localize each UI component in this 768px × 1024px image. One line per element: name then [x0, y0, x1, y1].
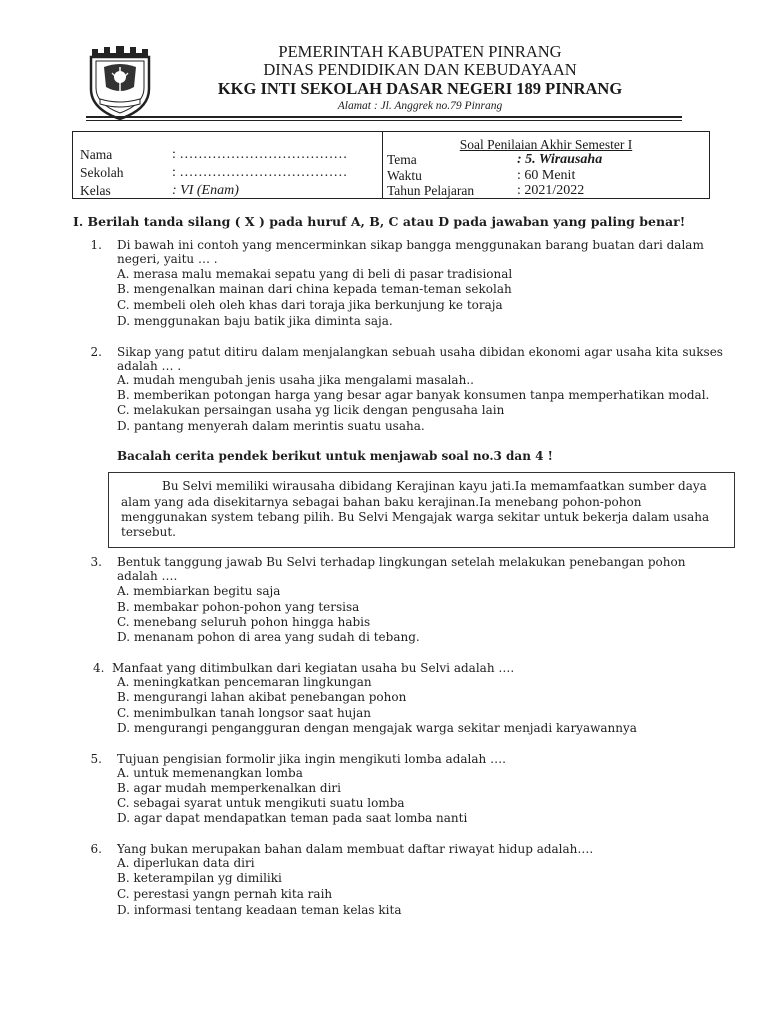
letterhead — [150, 43, 690, 114]
option-a[interactable]: A. membiarkan begitu saja — [117, 584, 281, 598]
exam-title: Soal Penilaian Akhir Semester I — [459, 137, 633, 152]
letterhead-government: PEMERINTAH KABUPATEN PINRANG — [278, 42, 562, 61]
question-number: 1. — [90, 238, 102, 252]
question-text-cont: adalah …. — [117, 569, 178, 583]
option-c[interactable]: C. perestasi yangn pernah kita raih — [117, 887, 333, 901]
kelas-label: Kelas — [80, 183, 111, 198]
question-text: Tujuan pengisian formolir jika ingin mengikuti lomba adalah …. — [117, 752, 506, 766]
option-b[interactable]: B. keterampilan yg dimiliki — [117, 871, 282, 885]
story-line-1: Bu Selvi memiliki wirausaha dibidang Kerajinan kayu jati.Ia memamfaatkan sumber daya — [162, 479, 707, 493]
sekolah-label: Sekolah — [80, 165, 124, 180]
question-text: Di bawah ini contoh yang mencerminkan sikap bangga menggunakan barang buatan dari dalam — [117, 238, 704, 252]
option-d[interactable]: D. pantang menyerah dalam merintis suatu usaha. — [117, 419, 425, 433]
option-b[interactable]: B. membakar pohon-pohon yang tersisa — [117, 600, 360, 614]
option-c[interactable]: C. sebagai syarat untuk mengikuti suatu lomba — [117, 796, 405, 810]
student-identity-table — [72, 131, 710, 199]
option-b[interactable]: B. memberikan potongan harga yang besar agar banyak konsumen tanpa memperhatikan modal. — [117, 388, 710, 402]
option-a[interactable]: A. meningkatkan pencemaran lingkungan — [117, 675, 372, 689]
letterhead-address: Alamat : Jl. Anggrek no.79 Pinrang — [337, 100, 503, 112]
option-b[interactable]: B. agar mudah memperkenalkan diri — [117, 781, 342, 795]
story-line-4: tersebut. — [121, 525, 176, 539]
option-c[interactable]: C. melakukan persaingan usaha yg licik dengan pengusaha lain — [117, 403, 505, 417]
waktu-value: : 60 Menit — [517, 168, 576, 183]
question-text: Sikap yang patut ditiru dalam menjalangkan sebuah usaha dibidan ekonomi agar usaha kita sukses — [117, 345, 723, 359]
story-box — [108, 472, 735, 548]
tahun-label: Tahun Pelajaran — [387, 183, 475, 198]
option-a[interactable]: A. mudah mengubah jenis usaha jika mengalami masalah.. — [117, 373, 474, 387]
option-a[interactable]: A. untuk memenangkan lomba — [117, 766, 303, 780]
option-d[interactable]: D. menanam pohon di area yang sudah di tebang. — [117, 630, 420, 644]
section-instruction: I. Berilah tanda silang ( X ) pada huruf A, B, C atau D pada jawaban yang paling benar! — [73, 214, 686, 229]
letterhead-rule-thin — [86, 120, 682, 121]
option-a[interactable]: A. diperlukan data diri — [117, 856, 255, 870]
option-c[interactable]: C. menimbulkan tanah longsor saat hujan — [117, 706, 371, 720]
story-line-3: menggunakan system tebang pilih. Bu Selvi Mengajak warga sekitar untuk bekerja dalam usaha — [121, 510, 710, 524]
question-text: Yang bukan merupakan bahan dalam membuat daftar riwayat hidup adalah…. — [117, 842, 594, 856]
option-c[interactable]: C. membeli oleh oleh khas dari toraja jika berkunjung ke toraja — [117, 298, 503, 312]
story-line-2: alam yang ada disekitarnya sebagai bahan baku kerajinan.Ia menebang pohon-pohon — [121, 495, 642, 509]
option-a[interactable]: A. merasa malu memakai sepatu yang di beli di pasar tradisional — [117, 267, 513, 281]
question-number: 4. — [93, 661, 105, 675]
nama-label: Nama — [80, 147, 113, 162]
option-d[interactable]: D. mengurangi pengangguran dengan mengajak warga sekitar menjadi karyawannya — [117, 721, 637, 735]
question-text-cont: negeri, yaitu … . — [117, 252, 218, 266]
regency-emblem-logo — [86, 43, 154, 121]
option-c[interactable]: C. menebang seluruh pohon hingga habis — [117, 615, 371, 629]
question-text: Manfaat yang ditimbulkan dari kegiatan usaha bu Selvi adalah …. — [112, 661, 515, 675]
tema-label: Tema — [387, 152, 417, 167]
tahun-value: : 2021/2022 — [517, 183, 585, 198]
waktu-label: Waktu — [387, 168, 422, 183]
question-text: Bentuk tanggung jawab Bu Selvi terhadap lingkungan setelah melakukan penebangan pohon — [117, 555, 686, 569]
nama-field[interactable]: : ……………………………… — [172, 147, 348, 162]
option-b[interactable]: B. mengurangi lahan akibat penebangan pohon — [117, 690, 407, 704]
option-b[interactable]: B. mengenalkan mainan dari china kepada teman-teman sekolah — [117, 282, 512, 296]
option-d[interactable]: D. agar dapat mendapatkan teman pada saat lomba nanti — [117, 811, 468, 825]
letterhead-department: DINAS PENDIDIKAN DAN KEBUDAYAAN — [263, 60, 577, 79]
question-number: 6. — [90, 842, 102, 856]
letterhead-school: KKG INTI SEKOLAH DASAR NEGERI 189 PINRANG — [217, 79, 623, 98]
letterhead-rule-thick — [86, 116, 682, 118]
tema-value: : 5. Wirausaha — [517, 152, 603, 167]
question-text-cont: adalah … . — [117, 359, 182, 373]
question-number: 5. — [90, 752, 102, 766]
option-d[interactable]: D. informasi tentang keadaan teman kelas kita — [117, 903, 402, 917]
question-number: 3. — [90, 555, 102, 569]
sekolah-field[interactable]: : ……………………………… — [172, 165, 348, 180]
question-number: 2. — [90, 345, 102, 359]
story-instruction: Bacalah cerita pendek berikut untuk menjawab soal no.3 dan 4 ! — [117, 449, 553, 463]
option-d[interactable]: D. menggunakan baju batik jika diminta saja. — [117, 314, 393, 328]
kelas-value: : VI (Enam) — [172, 183, 239, 198]
